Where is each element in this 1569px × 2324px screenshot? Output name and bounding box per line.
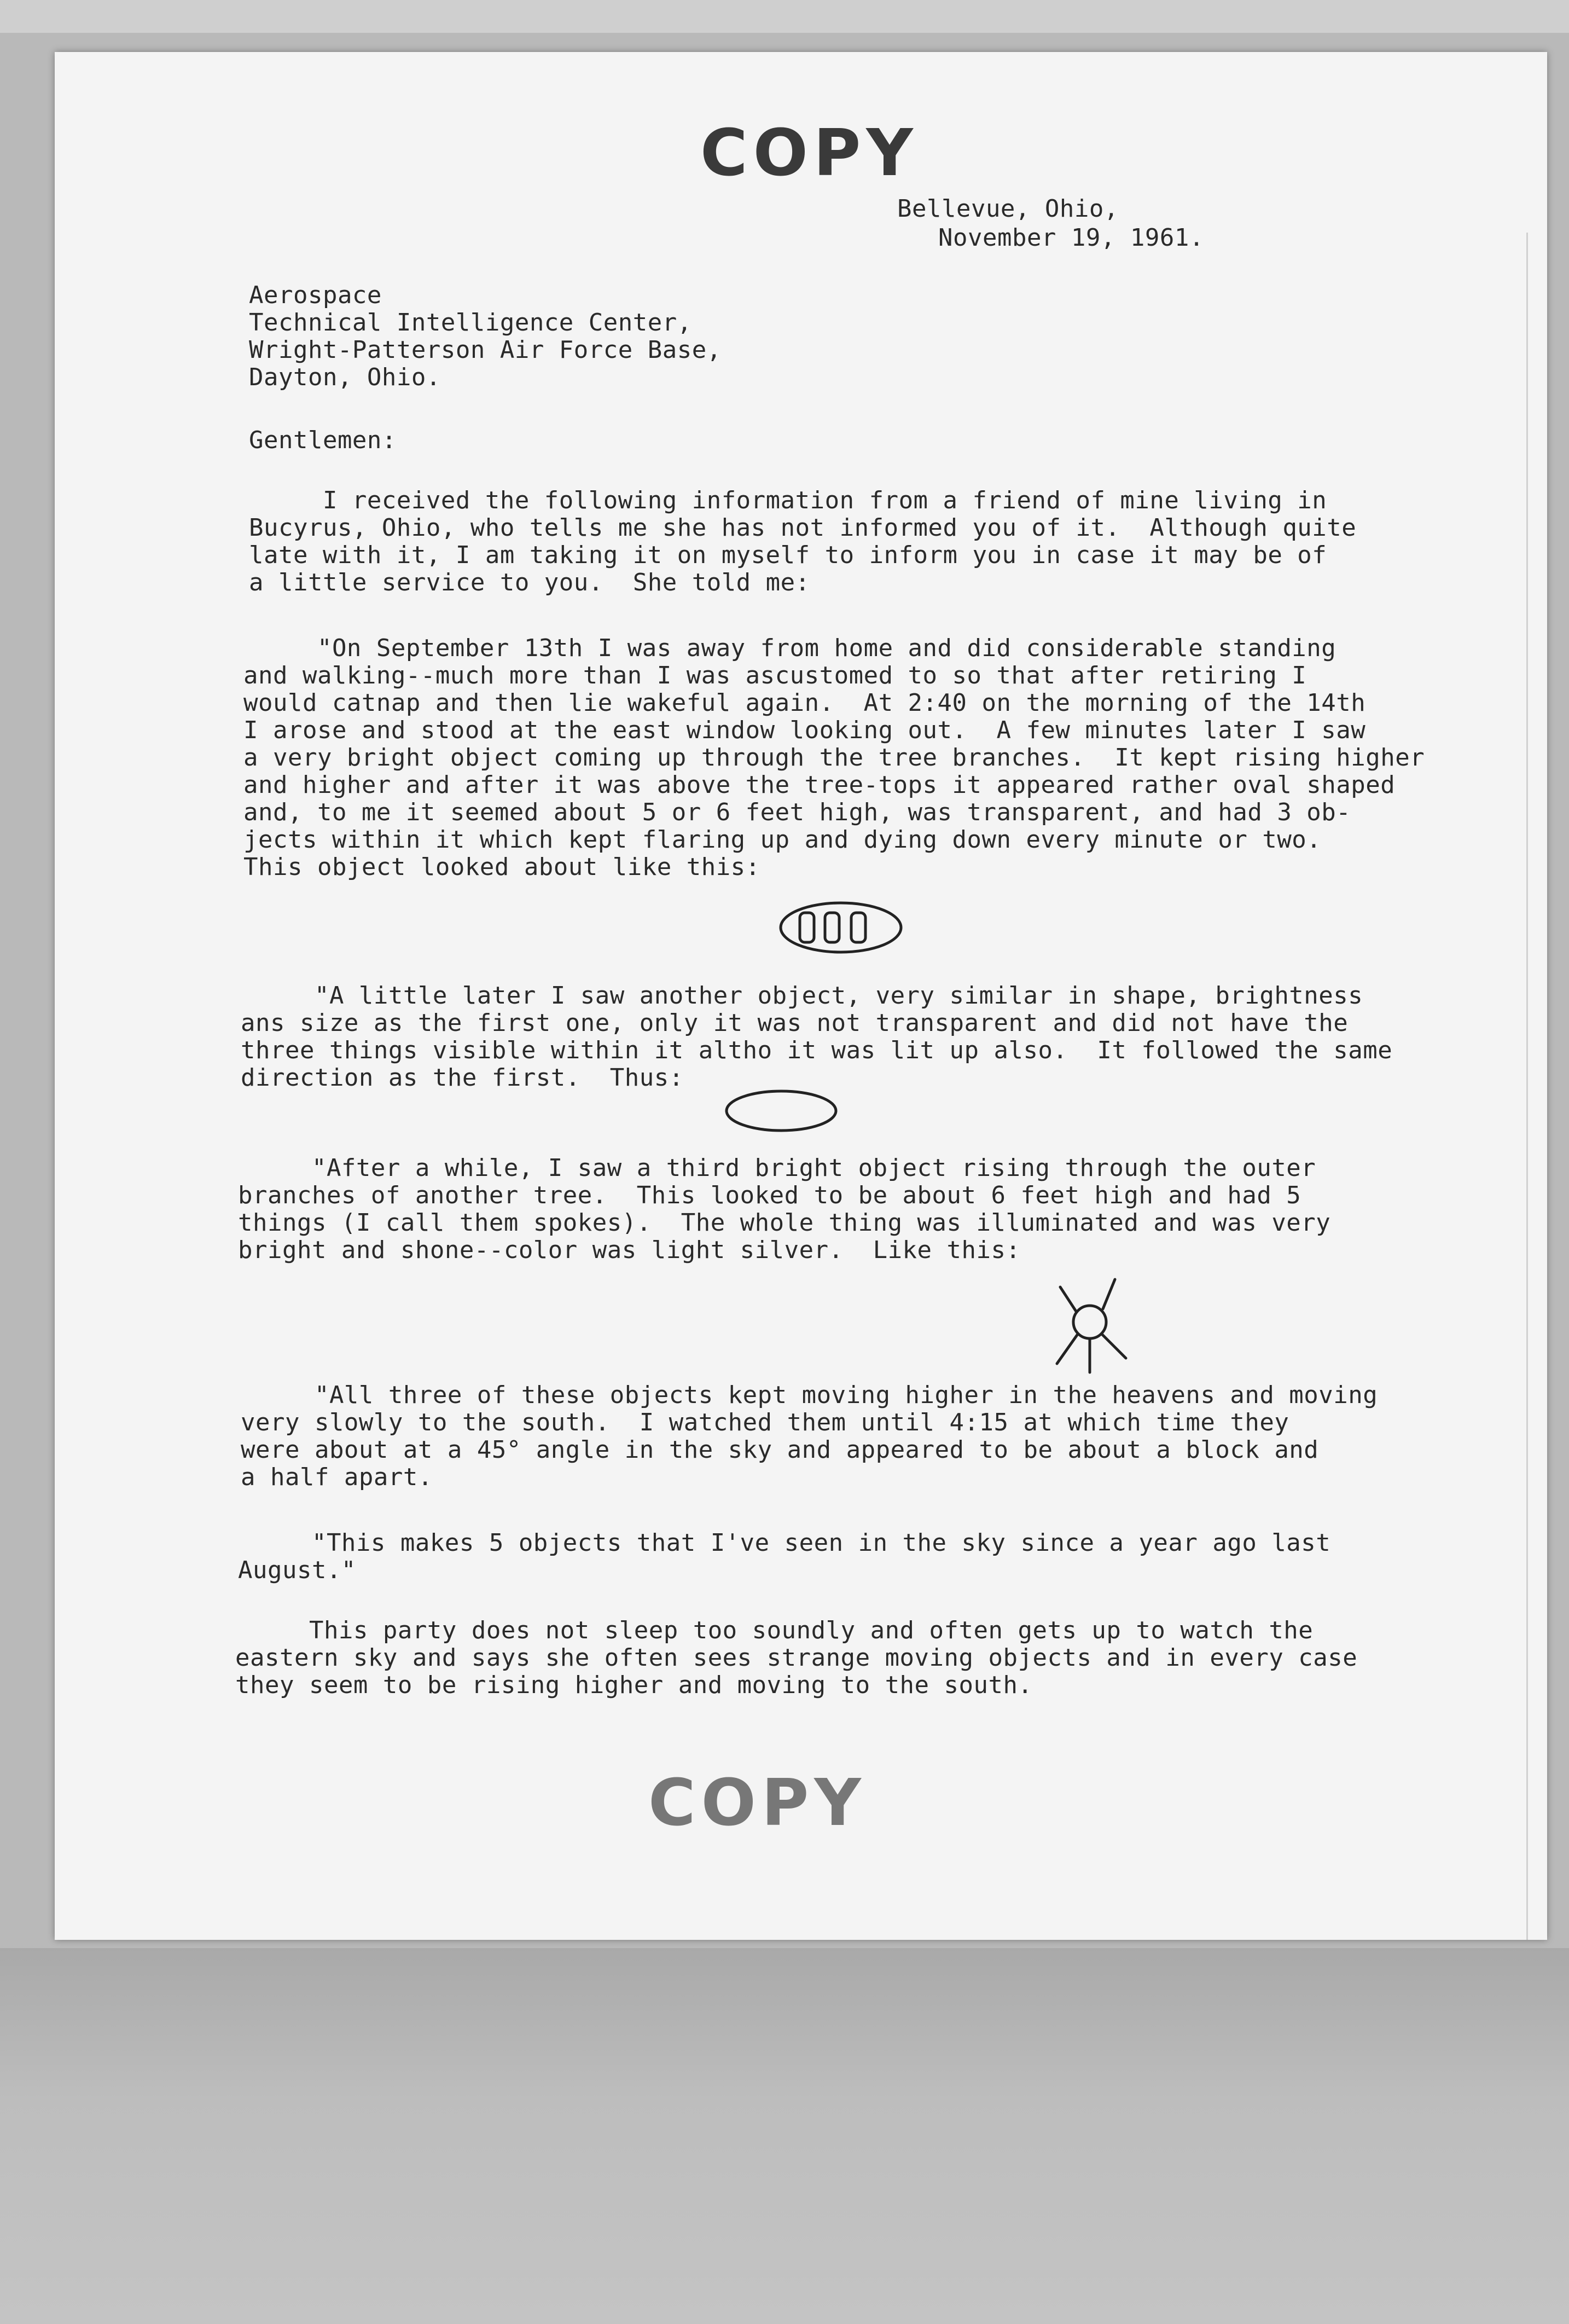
text-line: things (I call them spokes). The whole thing was illuminated and was very xyxy=(238,1209,1331,1237)
text-line: "All three of these objects kept moving higher in the heavens and moving xyxy=(241,1381,1378,1409)
text-line: a little service to you. She told me: xyxy=(249,569,810,596)
text-line: would catnap and then lie wakeful again. At 2:40 on the morning of the 14th xyxy=(243,689,1366,717)
scan-top-strip xyxy=(0,0,1569,33)
addressee-line: Aerospace xyxy=(249,281,382,309)
text-line: jects within it which kept flaring up and dying down every minute or two. xyxy=(243,826,1322,854)
salutation: Gentlemen: xyxy=(249,426,397,454)
page-fold-line xyxy=(1526,233,1528,1940)
letter-page xyxy=(55,52,1547,1940)
text-line: a very bright object coming up through the tree branches. It kept rising higher xyxy=(243,744,1425,772)
text-line: ans size as the first one, only it was not transparent and did not have the xyxy=(241,1009,1349,1037)
copy-stamp-bottom: COPY xyxy=(648,1765,867,1840)
date-line: November 19, 1961. xyxy=(938,224,1204,252)
text-line: "On September 13th I was away from home and did considerable standing xyxy=(243,634,1336,662)
text-line: three things visible within it altho it was lit up also. It followed the same xyxy=(241,1036,1393,1064)
text-line: they seem to be rising higher and moving to the south. xyxy=(235,1671,1033,1699)
text-line: I received the following information from a friend of mine living in xyxy=(249,486,1327,514)
spoked-object-sketch xyxy=(1034,1270,1143,1379)
text-line: August." xyxy=(238,1556,356,1584)
text-line: "A little later I saw another object, very similar in shape, brightness xyxy=(241,982,1363,1010)
copy-stamp-top: COPY xyxy=(700,115,919,190)
text-line: This party does not sleep too soundly and often gets up to watch the xyxy=(235,1616,1314,1644)
text-line: "After a while, I saw a third bright object rising through the outer xyxy=(238,1154,1316,1182)
text-line: This object looked about like this: xyxy=(243,853,760,881)
text-line: a half apart. xyxy=(241,1463,433,1491)
text-line: I arose and stood at the east window looking out. A few minutes later I saw xyxy=(243,716,1366,744)
scan-background xyxy=(0,1948,1569,2324)
text-line: very slowly to the south. I watched them until 4:15 at which time they xyxy=(241,1409,1289,1436)
addressee-line: Wright-Patterson Air Force Base, xyxy=(249,336,722,364)
text-line: bright and shone--color was light silver. Like this: xyxy=(238,1236,1021,1264)
text-line: late with it, I am taking it on myself to inform you in case it may be of xyxy=(249,541,1327,569)
addressee-line: Technical Intelligence Center, xyxy=(249,309,692,337)
text-line: and, to me it seemed about 5 or 6 feet high, was transparent, and had 3 ob- xyxy=(243,798,1351,826)
oval-object-sketch-2 xyxy=(717,1081,848,1141)
text-line: branches of another tree. This looked to be about 6 feet high and had 5 xyxy=(238,1181,1301,1209)
text-line: direction as the first. Thus: xyxy=(241,1064,684,1092)
text-line: eastern sky and says she often sees strange moving objects and in every case xyxy=(235,1644,1358,1672)
text-line: "This makes 5 objects that I've seen in the sky since a year ago last xyxy=(238,1529,1331,1557)
text-line: were about at a 45° angle in the sky and appeared to be about a block and xyxy=(241,1436,1319,1464)
text-line: and higher and after it was above the tree-tops it appeared rather oval shaped xyxy=(243,771,1396,799)
text-line: and walking--much more than I was ascustomed to so that after retiring I xyxy=(243,662,1307,689)
place-line: Bellevue, Ohio, xyxy=(897,195,1119,223)
oval-object-sketch-1 xyxy=(771,892,914,963)
addressee-line: Dayton, Ohio. xyxy=(249,363,441,391)
text-line: Bucyrus, Ohio, who tells me she has not informed you of it. Although quite xyxy=(249,514,1357,542)
